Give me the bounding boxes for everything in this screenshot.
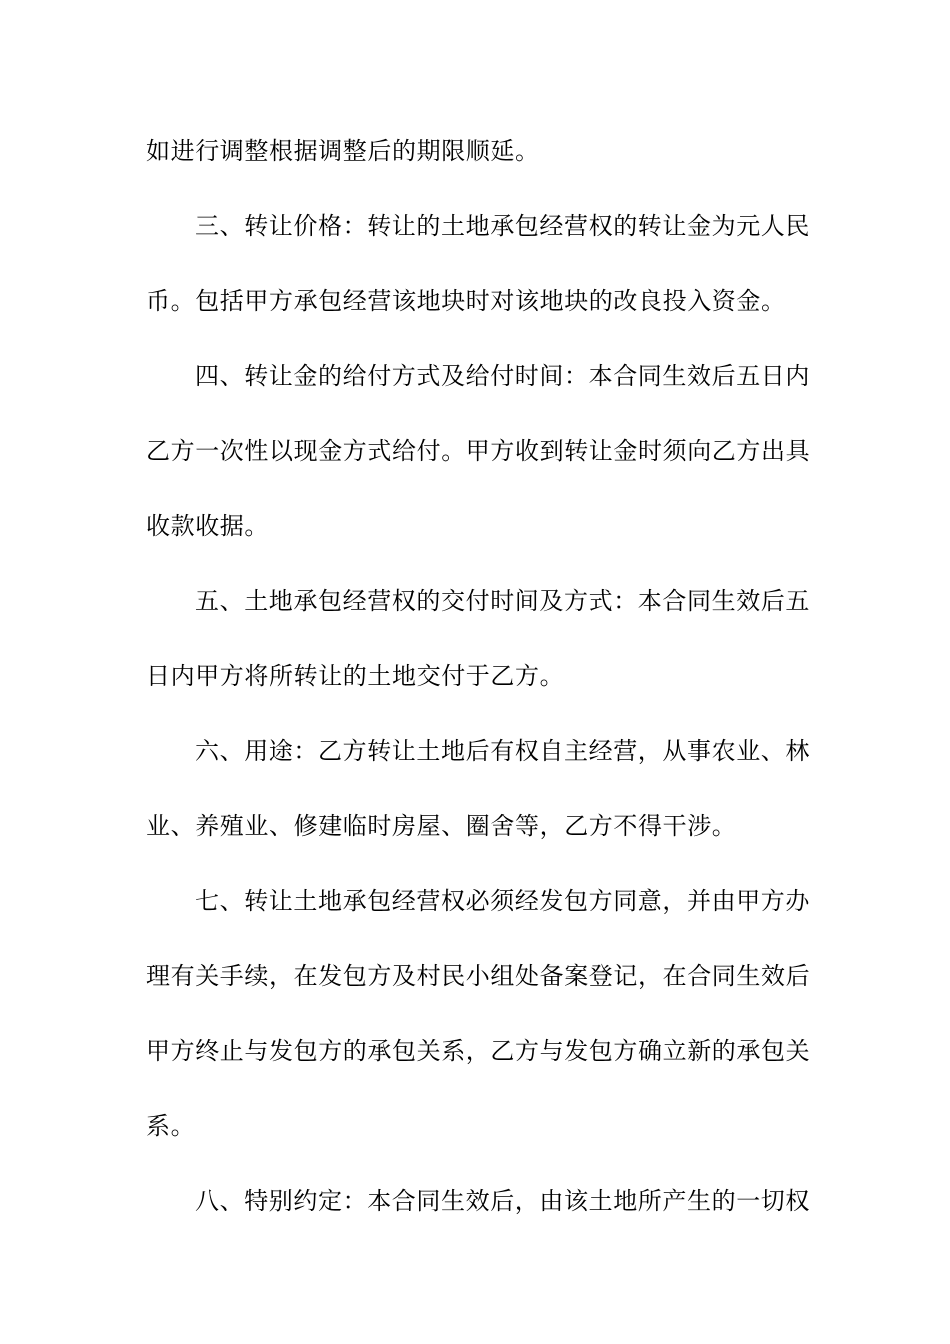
paragraph-line: 业、养殖业、修建临时房屋、圈舍等，乙方不得干涉。: [146, 812, 737, 840]
paragraph-line: 收款收据。: [146, 512, 269, 540]
paragraph-line: 六、用途：乙方转让土地后有权自主经营，从事农业、林: [195, 737, 810, 765]
paragraph-line: 五、土地承包经营权的交付时间及方式：本合同生效后五: [195, 587, 810, 615]
paragraph-line: 甲方终止与发包方的承包关系，乙方与发包方确立新的承包关: [146, 1037, 811, 1065]
paragraph-line: 日内甲方将所转让的土地交付于乙方。: [146, 662, 565, 690]
paragraph-line: 理有关手续，在发包方及村民小组处备案登记，在合同生效后: [146, 962, 811, 990]
paragraph-line: 七、转让土地承包经营权必须经发包方同意，并由甲方办: [195, 887, 810, 915]
paragraph-line: 四、转让金的给付方式及给付时间：本合同生效后五日内: [195, 362, 810, 390]
paragraph-line: 乙方一次性以现金方式给付。甲方收到转让金时须向乙方出具: [146, 437, 811, 465]
paragraph-line: 币。包括甲方承包经营该地块时对该地块的改良投入资金。: [146, 287, 786, 315]
paragraph-line: 八、特别约定：本合同生效后，由该土地所产生的一切权: [195, 1187, 810, 1215]
paragraph-line: 如进行调整根据调整后的期限顺延。: [146, 137, 540, 165]
paragraph-line: 系。: [146, 1112, 196, 1140]
paragraph-line: 三、转让价格：转让的土地承包经营权的转让金为元人民: [195, 212, 810, 240]
